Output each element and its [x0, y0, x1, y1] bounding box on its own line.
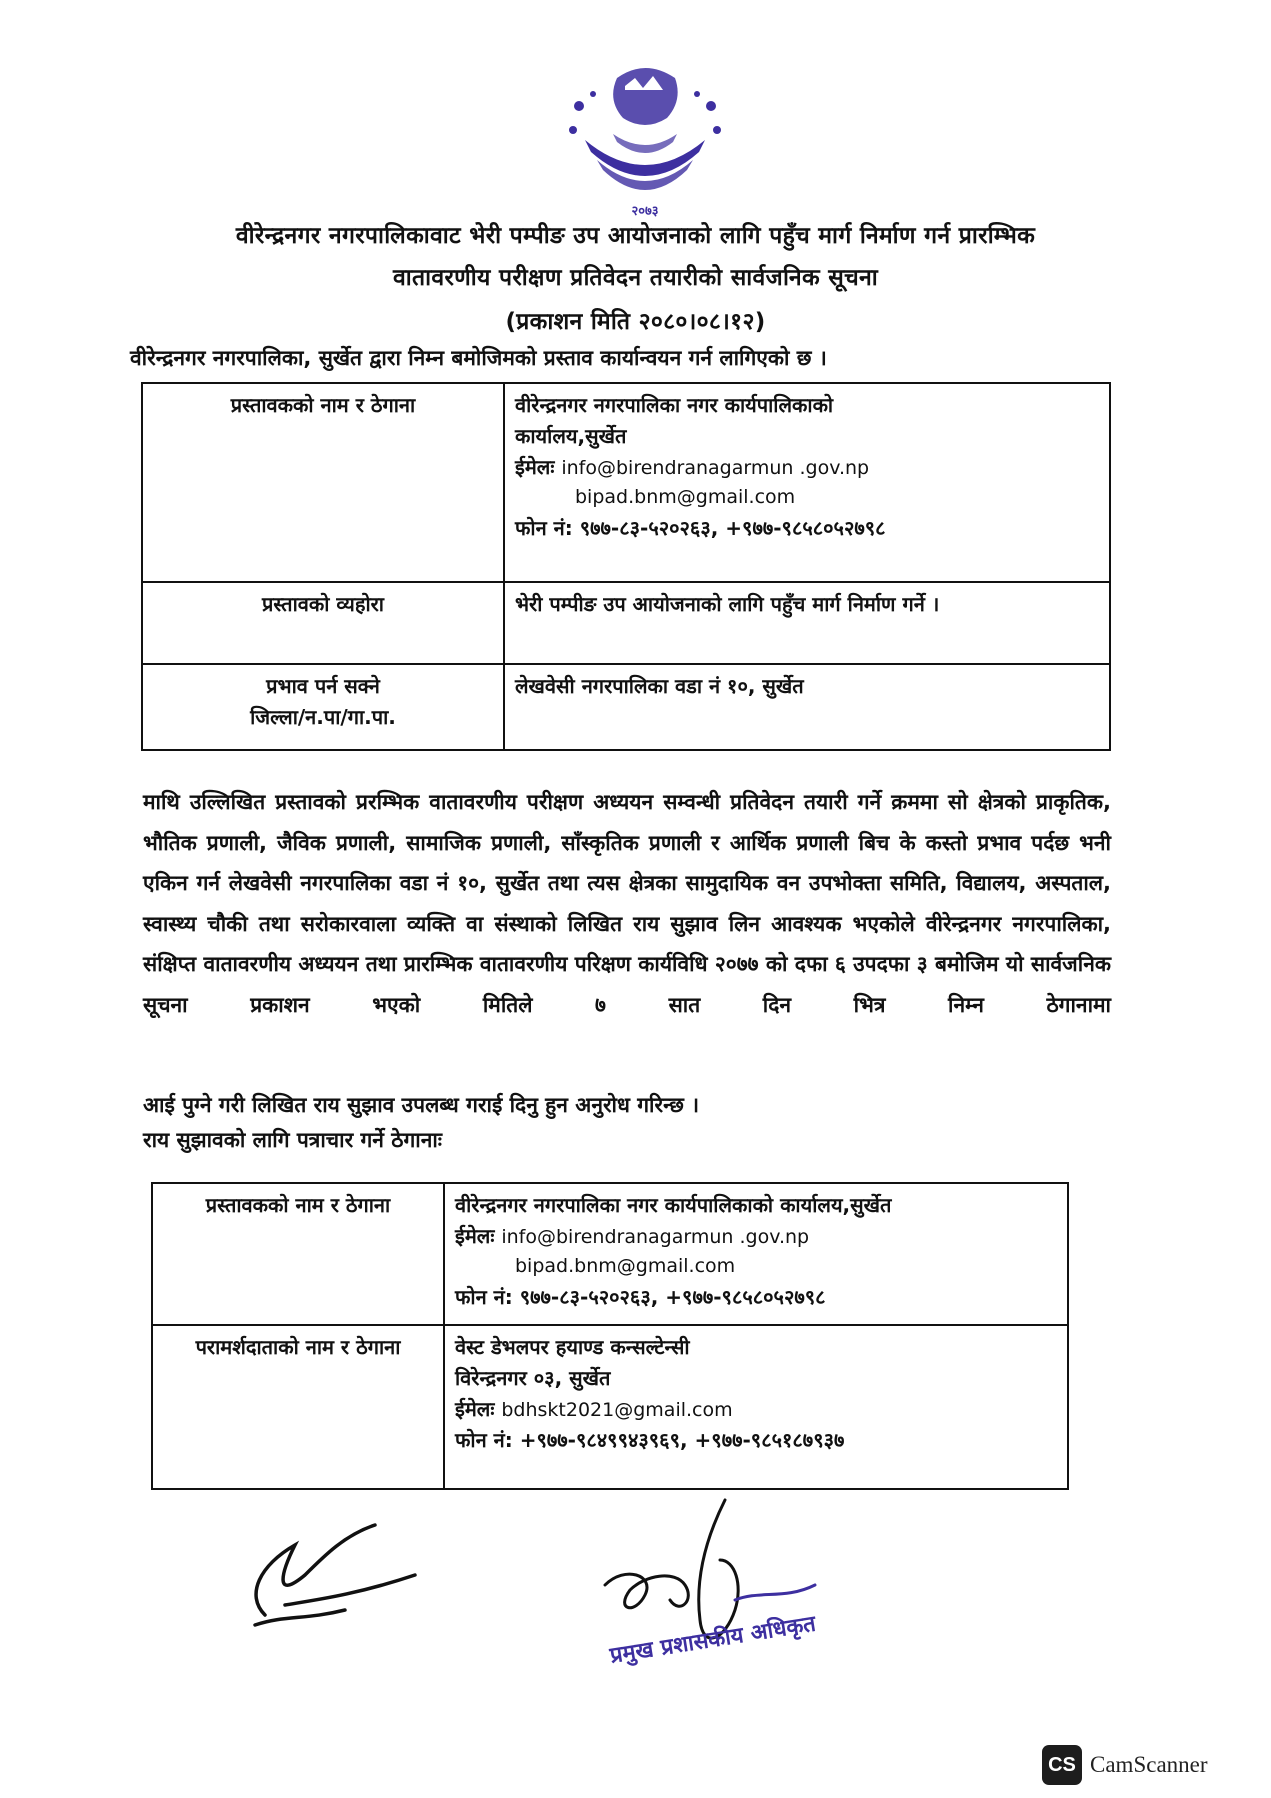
affected-area-label-line2: जिल्ला/न.पा/गा.पा.	[250, 705, 396, 729]
proposer-email	[455, 1221, 1057, 1252]
affected-area-value: लेखवेसी नगरपालिका वडा नं १०, सुर्खेत	[504, 664, 1110, 750]
proposer-name: वीरेन्द्रनगर नगरपालिका नगर कार्यपालिकाको कार्यालय,सुर्खेत	[455, 1193, 892, 1217]
affected-area-label	[142, 664, 504, 750]
proposer-details	[444, 1183, 1068, 1325]
table-row	[142, 664, 1110, 750]
email-label: ईमेलः	[455, 1397, 495, 1421]
proposal-table	[141, 382, 1111, 751]
contact-table	[151, 1182, 1069, 1490]
consultant-phone: फोन नं: +९७७-९८४९९४३९६९, +९७७-९८५१८७९३७	[455, 1428, 845, 1453]
municipality-emblem-icon	[555, 60, 735, 220]
email-label: ईमेलः	[515, 455, 555, 479]
notice-title-line1: वीरेन्द्रनगर नगरपालिकावाट भेरी पम्पीङ उप आयोजनाको लागि पहुँच मार्ग निर्माण गर्न प्रारम्भिक	[235, 223, 1036, 249]
email-value-2: bipad.bnm@gmail.com	[575, 486, 796, 509]
affected-area-label-line1: प्रभाव पर्न सक्ने	[266, 674, 380, 698]
signature-left-icon	[225, 1505, 425, 1635]
body-paragraph-last-line: आई पुग्ने गरी लिखित राय सुझाव उपलब्ध गराई दिनु हुन अनुरोध गरिन्छ ।	[143, 1093, 700, 1117]
consultant-name: वेस्ट डेभलपर हयाण्ड कन्सल्टेन्सी	[455, 1335, 690, 1359]
proposer-label: प्रस्तावकको नाम र ठेगाना	[152, 1183, 444, 1325]
consultant-details	[444, 1325, 1068, 1489]
table-row	[142, 582, 1110, 664]
table-row	[152, 1183, 1068, 1325]
notice-title-line2: वातावरणीय परीक्षण प्रतिवेदन तयारीको सार्वजनिक सूचना	[392, 265, 879, 291]
signatory-designation: प्रमुख प्रशासकीय अधिकृत	[608, 1611, 818, 1669]
camscanner-logo-icon: CS	[1042, 1745, 1082, 1785]
camscanner-label: CamScanner	[1090, 1752, 1208, 1777]
signature-stamp-icon	[585, 1490, 855, 1700]
proposer-label: प्रस्तावकको नाम र ठेगाना	[142, 383, 504, 582]
camscanner-watermark	[1042, 1745, 1208, 1785]
table-row	[152, 1325, 1068, 1489]
proposal-subject-value: भेरी पम्पीङ उप आयोजनाको लागि पहुँच मार्ग निर्माण गर्ने ।	[504, 582, 1110, 664]
emblem-year: २०७३	[631, 204, 659, 219]
consultant-address: विरेन्द्रनगर ०३, सुर्खेत	[455, 1366, 611, 1390]
proposal-subject-label: प्रस्तावको व्यहोरा	[142, 582, 504, 664]
proposer-name-line1: वीरेन्द्रनगर नगरपालिका नगर कार्यपालिकाको	[515, 393, 834, 417]
proposer-name-line2: कार्यालय,सुर्खेत	[515, 424, 627, 448]
email-value-2: bipad.bnm@gmail.com	[515, 1255, 736, 1278]
consultant-label: परामर्शदाताको नाम र ठेगाना	[152, 1325, 444, 1489]
publish-date: (प्रकाशन मिति २०८०।०८।१२)	[505, 309, 766, 335]
proposer-phone: फोन नं: ९७७-८३-५२०२६३, +९७७-९८५८०५२७९८	[455, 1284, 826, 1309]
proposer-phone: फोन नं: ९७७-८३-५२०२६३, +९७७-९८५८०५२७९८	[515, 515, 886, 540]
intro-statement: वीरेन्द्रनगर नगरपालिका, सुर्खेत द्वारा निम्न बमोजिमको प्रस्ताव कार्यान्वयन गर्न लागिएको छ ।	[130, 346, 827, 370]
email-value: info@birendranagarmun .gov.np	[561, 457, 870, 479]
email-value: info@birendranagarmun .gov.np	[501, 1226, 810, 1248]
email-value: bdhskt2021@gmail.com	[501, 1399, 733, 1421]
body-paragraph: माथि उल्लिखित प्रस्तावको प्ररम्भिक वातावरणीय परीक्षण अध्ययन सम्वन्धी प्रतिवेदन तयारी गर्ने क्रममा सो क्षेत्रको प्राकृतिक, भौतिक प्रणाली, जैविक प्रणाली, सामाजिक प्रणाली, साँस्कृतिक प्रणाली र आर्थिक प्रणाली बिच के कस्तो प्रभाव पर्दछ भनी एकिन गर्न लेखवेसी नगरपालिका वडा नं १०, सुर्खेत तथा त्यस क्षेत्रका सामुदायिक वन उपभोक्ता समिति, विद्यालय, अस्पताल, स्वास्थ्य चौकी तथा सरोकारवाला व्यक्ति वा संस्थाको लिखित राय सुझाव लिन आवश्यक भएकोले वीरेन्द्रनगर नगरपालिका, संक्षिप्त वातावरणीय अध्ययन तथा प्रारम्भिक वातावरणीय परिक्षण कार्यविधि २०७७ को दफा ६ उपदफा ३ बमोजिम यो सार्वजनिक सूचना प्रकाशन भएको मितिले ७ सात दिन भित्र निम्न ठेगानामा	[143, 790, 1111, 1017]
consultant-email	[455, 1394, 1057, 1425]
address-heading: राय सुझावको लागि पत्राचार गर्ने ठेगानाः	[143, 1128, 443, 1152]
proposer-details	[504, 383, 1110, 582]
proposer-email	[515, 452, 1099, 483]
email-label: ईमेलः	[455, 1224, 495, 1248]
table-row	[142, 383, 1110, 582]
